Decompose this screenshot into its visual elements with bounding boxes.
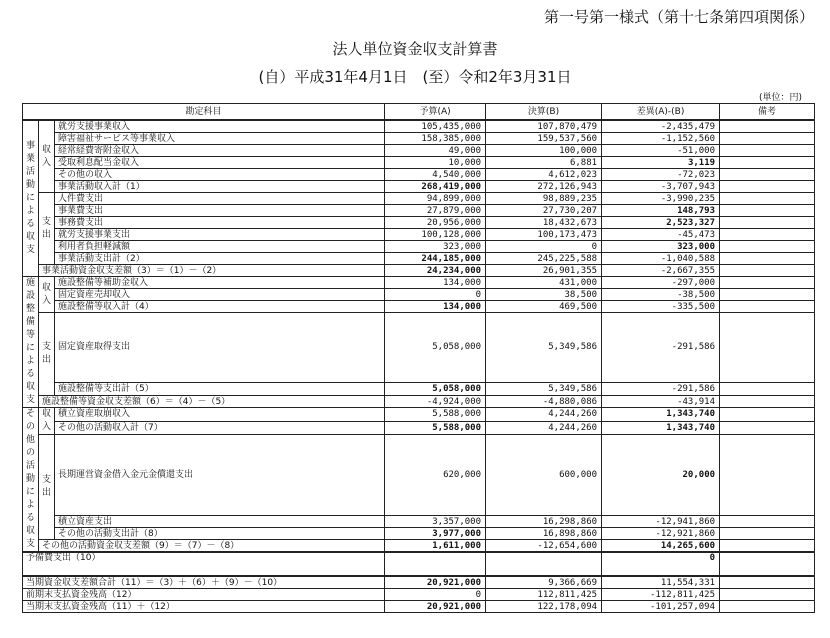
budget-value: 27,879,000 [385, 205, 486, 217]
notes-cell [720, 229, 815, 241]
row-label: 利用者負担軽減額 [55, 241, 385, 253]
notes-cell [720, 313, 815, 383]
row-label: 施設整備等収入計（4） [55, 301, 385, 313]
row-label: 人件費支出 [55, 193, 385, 205]
col-header-actual: 決算(B) [486, 104, 602, 121]
row-label: 積立資産取崩収入 [55, 408, 385, 422]
diff-value: -72,023 [602, 169, 720, 181]
row-label: 事業費支出 [55, 205, 385, 217]
actual-value: 4,244,260 [486, 421, 602, 435]
table-row [23, 145, 815, 157]
diff-value: 0 [602, 552, 720, 576]
unit-label: (単位：円) [758, 93, 802, 103]
row-label: 事業活動収入計（1） [55, 181, 385, 193]
diff-value: -12,941,860 [602, 516, 720, 528]
budget-value: 5,058,000 [385, 382, 486, 396]
period-range: (自）平成31年4月1日 (至）令和2年3月31日 [258, 68, 572, 86]
notes-cell [720, 157, 815, 169]
table-row [23, 313, 815, 383]
diff-value: -101,257,094 [602, 601, 720, 613]
actual-value: 5,349,586 [486, 382, 602, 396]
table-row [23, 301, 815, 313]
table-row [23, 528, 815, 540]
budget-value: 24,234,000 [385, 265, 486, 277]
row-label: 固定資産売却収入 [55, 289, 385, 301]
actual-value: 4,612,023 [486, 169, 602, 181]
budget-value: 134,000 [385, 277, 486, 289]
actual-value: 26,901,355 [486, 265, 602, 277]
actual-value: 0 [486, 241, 602, 253]
actual-value: 100,173,473 [486, 229, 602, 241]
actual-value: 5,349,586 [486, 313, 602, 383]
row-label: 施設整備等補助金収入 [55, 277, 385, 289]
table-row [23, 396, 815, 408]
budget-value: 3,977,000 [385, 528, 486, 540]
actual-value: 107,870,479 [486, 120, 602, 133]
table-row [23, 265, 815, 277]
table-row [23, 229, 815, 241]
actual-value: -4,880,086 [486, 396, 602, 408]
budget-value: 620,000 [385, 435, 486, 516]
budget-value: 0 [385, 589, 486, 601]
row-label: 就労支援事業支出 [55, 229, 385, 241]
diff-value: -291,586 [602, 313, 720, 383]
budget-value: 20,956,000 [385, 217, 486, 229]
diff-value: -335,500 [602, 301, 720, 313]
diff-value: 323,000 [602, 241, 720, 253]
notes-cell [720, 145, 815, 157]
notes-cell [720, 169, 815, 181]
row-label: 前期末支払資金残高（12） [23, 589, 385, 601]
table-row [23, 516, 815, 528]
notes-cell [720, 277, 815, 289]
form-label: 第一号第一様式（第十七条第四項関係） [543, 8, 814, 26]
actual-value: 9,366,669 [486, 576, 602, 589]
diff-value: 11,554,331 [602, 576, 720, 589]
diff-value: 20,000 [602, 435, 720, 516]
budget-value: 0 [385, 289, 486, 301]
actual-value: 98,889,235 [486, 193, 602, 205]
table-row [23, 277, 815, 289]
notes-cell [720, 396, 815, 408]
notes-cell [720, 408, 815, 422]
notes-cell [720, 382, 815, 396]
group-label-facility: 施設整備等による収支 [23, 277, 39, 408]
notes-cell [720, 552, 815, 576]
row-label: その他の収入 [55, 169, 385, 181]
notes-cell [720, 120, 815, 133]
diff-value: -2,667,355 [602, 265, 720, 277]
notes-cell [720, 241, 815, 253]
budget-value: 49,000 [385, 145, 486, 157]
table-row [23, 289, 815, 301]
table-row [23, 552, 815, 576]
budget-value: 323,000 [385, 241, 486, 253]
table-row [23, 217, 815, 229]
diff-value: -297,000 [602, 277, 720, 289]
actual-value: 100,000 [486, 145, 602, 157]
budget-value: 158,385,000 [385, 133, 486, 145]
table-row [23, 382, 815, 396]
budget-value: 1,611,000 [385, 540, 486, 553]
actual-value: 38,500 [486, 289, 602, 301]
actual-value: 272,126,943 [486, 181, 602, 193]
notes-cell [720, 217, 815, 229]
budget-value: 20,921,000 [385, 576, 486, 589]
budget-value: 20,921,000 [385, 601, 486, 613]
row-label: 事務費支出 [55, 217, 385, 229]
diff-value: 1,343,740 [602, 408, 720, 422]
cash-flow-table [22, 103, 815, 613]
budget-value: 94,899,000 [385, 193, 486, 205]
row-label: 事業活動支出計（2） [55, 253, 385, 265]
col-header-budget: 予算(A) [385, 104, 486, 121]
notes-cell [720, 193, 815, 205]
actual-value: 431,000 [486, 277, 602, 289]
diff-value: 3,119 [602, 157, 720, 169]
row-label: 積立資産支出 [55, 516, 385, 528]
actual-value: 27,730,207 [486, 205, 602, 217]
row-label: 予備費支出（10） [23, 552, 385, 576]
diff-value: -3,707,943 [602, 181, 720, 193]
diff-value: -45,473 [602, 229, 720, 241]
actual-value: 4,244,260 [486, 408, 602, 422]
table-row [23, 601, 815, 613]
notes-cell [720, 540, 815, 553]
diff-value: -112,811,425 [602, 589, 720, 601]
budget-value: 134,000 [385, 301, 486, 313]
table-row [23, 435, 815, 516]
notes-cell [720, 601, 815, 613]
notes-cell [720, 265, 815, 277]
diff-value: 1,343,740 [602, 421, 720, 435]
notes-cell [720, 301, 815, 313]
row-label: 就労支援事業収入 [55, 120, 385, 133]
budget-value: 5,588,000 [385, 421, 486, 435]
table-row [23, 193, 815, 205]
col-header-diff: 差異(A)-(B) [602, 104, 720, 121]
group-label-business: 事業活動による収支 [23, 120, 39, 277]
subgroup-label-expense: 支出 [39, 193, 55, 265]
notes-cell [720, 133, 815, 145]
diff-value: -51,000 [602, 145, 720, 157]
budget-value: 5,058,000 [385, 313, 486, 383]
subgroup-label-income: 収入 [39, 408, 55, 435]
notes-cell [720, 589, 815, 601]
budget-value [385, 552, 486, 576]
diff-value: 2,523,327 [602, 217, 720, 229]
row-label: 障害福祉サービス等事業収入 [55, 133, 385, 145]
budget-value: 5,588,000 [385, 408, 486, 422]
row-label: 施設整備等資金収支差額（6）＝（4）－（5） [39, 396, 385, 408]
subgroup-label-expense: 支出 [39, 435, 55, 540]
table-row [23, 120, 815, 133]
actual-value: -12,654,600 [486, 540, 602, 553]
table-row [23, 181, 815, 193]
table-row [23, 421, 815, 435]
row-label: 経常経費寄附金収入 [55, 145, 385, 157]
diff-value: -1,040,588 [602, 253, 720, 265]
row-label: 当期資金収支差額合計（11）＝（3）＋（6）＋（9）－（10） [23, 576, 385, 589]
table-row [23, 133, 815, 145]
budget-value: 100,128,000 [385, 229, 486, 241]
document-title: 法人単位資金収支計算書 [332, 40, 498, 58]
actual-value: 16,898,860 [486, 528, 602, 540]
diff-value: -43,914 [602, 396, 720, 408]
actual-value: 600,000 [486, 435, 602, 516]
budget-value: 268,419,000 [385, 181, 486, 193]
row-label: 施設整備等支出計（5） [55, 382, 385, 396]
row-label: 事業活動資金収支差額（3）＝（1）－（2） [39, 265, 385, 277]
actual-value [486, 552, 602, 576]
col-header-notes: 備考 [720, 104, 815, 121]
table-row [23, 157, 815, 169]
table-row [23, 169, 815, 181]
diff-value: -2,435,479 [602, 120, 720, 133]
actual-value: 122,178,094 [486, 601, 602, 613]
row-label: 長期運営資金借入金元金償還支出 [55, 435, 385, 516]
diff-value: -1,152,560 [602, 133, 720, 145]
budget-value: 10,000 [385, 157, 486, 169]
notes-cell [720, 435, 815, 516]
table-row [23, 540, 815, 553]
col-header-account: 勘定科目 [23, 104, 385, 121]
row-label: その他の活動収入計（7） [55, 421, 385, 435]
actual-value: 469,500 [486, 301, 602, 313]
row-label: 固定資産取得支出 [55, 313, 385, 383]
table-row [23, 241, 815, 253]
diff-value: -3,990,235 [602, 193, 720, 205]
table-row [23, 589, 815, 601]
table-row [23, 253, 815, 265]
budget-value: 4,540,000 [385, 169, 486, 181]
actual-value: 159,537,560 [486, 133, 602, 145]
table-row [23, 408, 815, 422]
diff-value: 14,265,600 [602, 540, 720, 553]
notes-cell [720, 421, 815, 435]
diff-value: 148,793 [602, 205, 720, 217]
diff-value: -12,921,860 [602, 528, 720, 540]
row-label: その他の活動支出計（8） [55, 528, 385, 540]
notes-cell [720, 205, 815, 217]
table-row [23, 576, 815, 589]
row-label: 当期末支払資金残高（11）＋（12） [23, 601, 385, 613]
subgroup-label-income: 収入 [39, 277, 55, 313]
budget-value: 105,435,000 [385, 120, 486, 133]
group-label-other: その他の活動による収支 [23, 408, 39, 553]
budget-value: -4,924,000 [385, 396, 486, 408]
notes-cell [720, 516, 815, 528]
budget-value: 3,357,000 [385, 516, 486, 528]
notes-cell [720, 253, 815, 265]
actual-value: 245,225,588 [486, 253, 602, 265]
actual-value: 18,432,673 [486, 217, 602, 229]
table-header-row [23, 104, 815, 121]
row-label: その他の活動資金収支差額（9）＝（7）－（8） [39, 540, 385, 553]
row-label: 受取利息配当金収入 [55, 157, 385, 169]
notes-cell [720, 181, 815, 193]
actual-value: 16,298,860 [486, 516, 602, 528]
table-row [23, 205, 815, 217]
subgroup-label-expense: 支出 [39, 313, 55, 396]
actual-value: 112,811,425 [486, 589, 602, 601]
subgroup-label-income: 収入 [39, 120, 55, 193]
notes-cell [720, 576, 815, 589]
notes-cell [720, 289, 815, 301]
actual-value: 6,881 [486, 157, 602, 169]
diff-value: -38,500 [602, 289, 720, 301]
notes-cell [720, 528, 815, 540]
diff-value: -291,586 [602, 382, 720, 396]
budget-value: 244,185,000 [385, 253, 486, 265]
